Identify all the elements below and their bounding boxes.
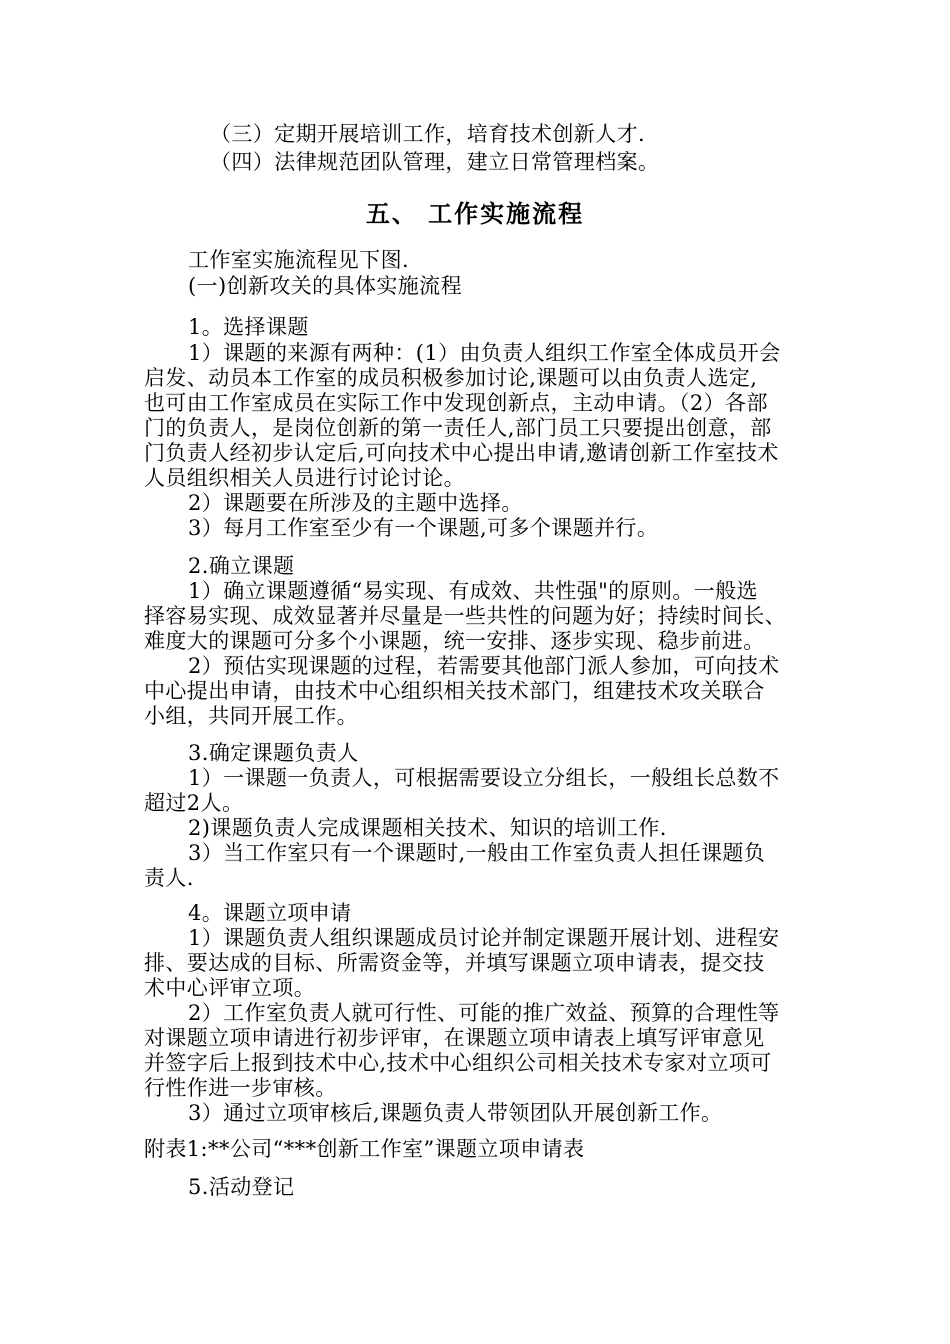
appendix-title: 附表1:**公司“***创新工作室”课题立项申请表 — [144, 1137, 585, 1161]
section-title: 五、 工作实施流程 — [365, 199, 585, 228]
step4-heading: 4。课题立项申请 — [188, 901, 352, 925]
step4-p1-line: 排、要达成的目标、所需资金等，并填写课题立项申请表，提交技 — [144, 951, 765, 975]
step2-p2-line: 中心提出申请，由技术中心组织相关技术部门，组建技术攻关联合 — [144, 679, 765, 703]
step2-p2-line: 2）预估实现课题的过程，若需要其他部门派人参加，可向技术 — [188, 654, 780, 678]
step2-p1-line: 难度大的课题可分多个小课题，统一安排、逐步实现、稳步前进。 — [144, 629, 765, 653]
step1-p1-line: 门负责人经初步认定后,可向技术中心提出申请,邀请创新工作室技术 — [144, 441, 779, 465]
step1-p1-line: 启发、动员本工作室的成员积极参加讨论,课题可以由负责人选定, — [144, 366, 758, 390]
step4-p3: 3）通过立项审核后,课题负责人带领团队开展创新工作。 — [188, 1101, 723, 1125]
step1-p3: 3）每月工作室至少有一个课题,可多个课题并行。 — [188, 516, 659, 540]
intro-item-3: （三）定期开展培训工作，培育技术创新人才. — [210, 122, 646, 146]
step1-p1-line: 1）课题的来源有两种：(1）由负责人组织工作室全体成员开会 — [188, 341, 781, 365]
step5-heading: 5.活动登记 — [188, 1175, 295, 1199]
step4-p2-line: 2）工作室负责人就可行性、可能的推广效益、预算的合理性等 — [188, 1001, 780, 1025]
step3-heading: 3.确定课题负责人 — [188, 741, 359, 765]
step2-heading: 2.确立课题 — [188, 554, 295, 578]
step2-p1-line: 择容易实现、成效显著并尽量是一些共性的问题为好；持续时间长、 — [144, 604, 786, 628]
step4-p1-line: 术中心评审立项。 — [144, 976, 316, 1000]
step2-p1-line: 1）确立课题遵循“易实现、有成效、共性强"的原则。一般选 — [188, 579, 758, 603]
intro-item-4: （四）法律规范团队管理，建立日常管理档案。 — [210, 150, 660, 174]
step1-heading: 1。选择课题 — [188, 315, 309, 339]
step4-p2-line: 并签字后上报到技术中心,技术中心组织公司相关技术专家对立项可 — [144, 1051, 772, 1075]
step3-p1-line: 超过2人。 — [144, 791, 244, 815]
section-intro: 工作室实施流程见下图. — [188, 248, 410, 272]
step1-p1-line: 也可由工作室成员在实际工作中发现创新点，主动申请。（2）各部 — [144, 391, 768, 415]
step1-p2: 2）课题要在所涉及的主题中选择。 — [188, 491, 523, 515]
step3-p3-line: 3）当工作室只有一个课题时,一般由工作室负责人担任课题负 — [188, 841, 766, 865]
step2-p2-line: 小组，共同开展工作。 — [144, 704, 358, 728]
sub-title: (一)创新攻关的具体实施流程 — [188, 274, 462, 298]
step3-p3-line: 责人. — [144, 866, 194, 890]
step3-p1-line: 1）一课题一负责人，可根据需要设立分组长，一般组长总数不 — [188, 766, 780, 790]
step3-p2: 2)课题负责人完成课题相关技术、知识的培训工作. — [188, 816, 667, 840]
step4-p2-line: 对课题立项申请进行初步评审，在课题立项申请表上填写评审意见 — [144, 1026, 765, 1050]
step4-p2-line: 行性作进一步审核。 — [144, 1076, 337, 1100]
step4-p1-line: 1）课题负责人组织课题成员讨论并制定课题开展计划、进程安 — [188, 926, 780, 950]
step1-p1-line: 门的负责人，是岗位创新的第一责任人,部门员工只要提出创意，部 — [144, 416, 772, 440]
step1-p1-line: 人员组织相关人员进行讨论讨论。 — [144, 466, 465, 490]
